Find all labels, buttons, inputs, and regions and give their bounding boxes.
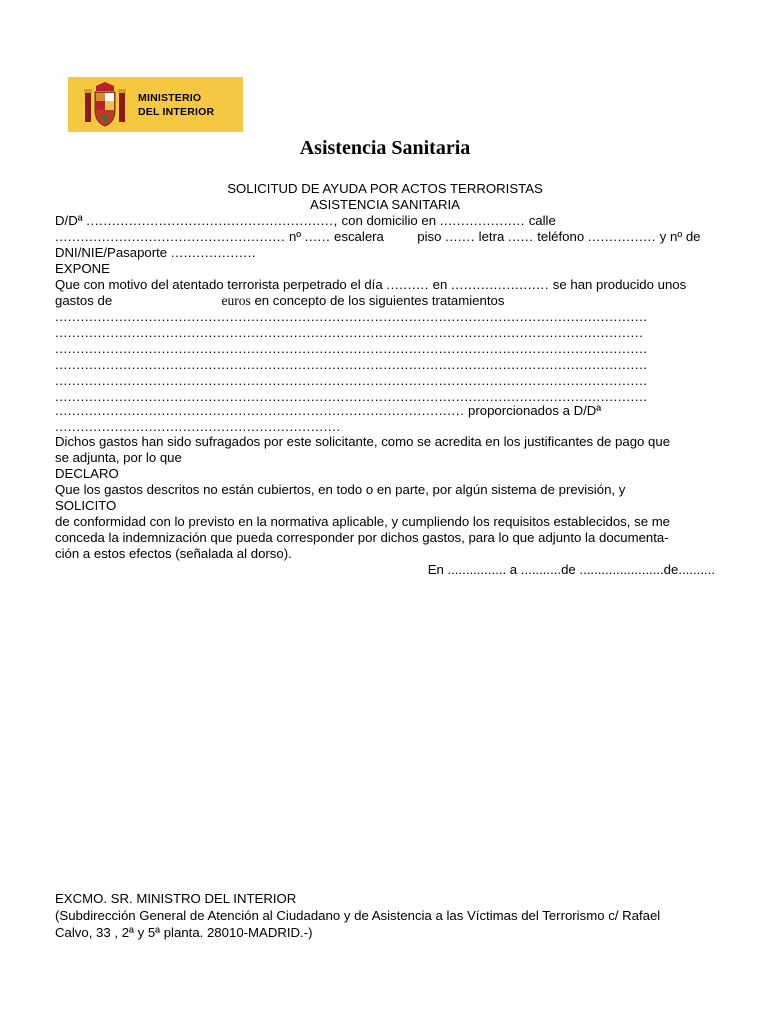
label-telefono: teléfono — [537, 229, 585, 244]
treatment-line-4[interactable]: ........................................................................................................................................... — [55, 357, 648, 372]
label-en: en — [432, 277, 448, 292]
treatment-line-5[interactable]: ........................................................................................................................................... — [55, 373, 648, 388]
heading-declaro: DECLARO — [55, 466, 119, 481]
request-text-2: conceda la indemnización que pueda corresponder por dichos gastos, para lo que adjunto la documenta- — [55, 530, 669, 545]
treatment-line-6[interactable]: ........................................................................................................................................... — [55, 389, 648, 404]
heading-expone: EXPONE — [55, 261, 110, 276]
treatment-line-3[interactable]: ........................................................................................................................................... — [55, 341, 648, 356]
treatment-line-2[interactable]: .......................................................................................................................................... — [55, 325, 644, 340]
footer-address-2: Calvo, 33 , 2ª y 5ª planta. 28010-MADRID.-) — [55, 925, 313, 940]
label-dd: D/Dª — [55, 213, 83, 228]
address-line — [55, 229, 701, 245]
calle-field[interactable]: ...................................................... — [55, 229, 286, 244]
telefono-field[interactable]: ................ — [587, 229, 657, 244]
paid-statement-2: se adjunta, por lo que — [55, 450, 182, 465]
footer-address-1: (Subdirección General de Atención al Ciudadano y de Asistencia a las Víctimas del Terrorismo c/ Rafael — [55, 908, 661, 923]
label-atentado: Que con motivo del atentado terrorista perpetrado el día — [55, 277, 383, 292]
numero-field[interactable]: ...... — [304, 229, 331, 244]
declaration-text: Que los gastos descritos no están cubiertos, en todo o en parte, por algún sistema de previsión, y — [55, 482, 626, 497]
document-title: Asistencia Sanitaria — [299, 137, 471, 159]
dni-line — [55, 245, 256, 261]
lugar-atentado-field[interactable]: ....................... — [451, 277, 550, 292]
subtitle-2: ASISTENCIA SANITARIA — [310, 197, 460, 212]
attack-line — [55, 277, 686, 293]
expenses-line — [55, 293, 504, 309]
logo-line-1: MINISTERIO — [138, 91, 202, 104]
dni-field[interactable]: .................... — [170, 245, 257, 260]
heading-solicito: SOLICITO — [55, 498, 117, 513]
label-tratamientos: en concepto de los siguientes tratamientos — [254, 293, 505, 308]
label-domicilio: con domicilio en — [341, 213, 437, 228]
coat-of-arms-icon — [82, 82, 128, 128]
label-calle: calle — [528, 213, 556, 228]
name-field[interactable]: .........................................................., — [86, 213, 338, 228]
label-escalera: escalera — [334, 229, 384, 244]
letra-field[interactable]: ...... — [507, 229, 534, 244]
label-gastos-producido: se han producido unos — [552, 277, 687, 292]
footer-recipient: EXCMO. SR. MINISTRO DEL INTERIOR — [55, 891, 297, 906]
label-numero: nº — [288, 229, 302, 244]
logo-line-2: DEL INTERIOR — [138, 105, 215, 118]
beneficiary-field[interactable]: ................................................................... — [55, 419, 341, 434]
label-letra: letra — [478, 229, 505, 244]
treatment-line-7[interactable]: ................................................................................................ — [55, 403, 465, 418]
provided-line — [55, 403, 601, 419]
ministry-logo — [68, 77, 243, 132]
request-text-3: ción a estos efectos (señalada al dorso). — [55, 546, 292, 561]
label-numero-de: y nº de — [659, 229, 701, 244]
footer — [55, 890, 660, 941]
request-text-1: de conformidad con lo previsto en la normativa aplicable, y cumpliendo los requisitos establecidos, se me — [55, 514, 671, 529]
subtitle-1: SOLICITUD DE AYUDA POR ACTOS TERRORISTAS — [227, 181, 543, 196]
label-gastos-de: gastos de — [55, 293, 113, 308]
piso-field[interactable]: ....... — [445, 229, 475, 244]
label-dni: DNI/NIE/Pasaporte — [55, 245, 168, 260]
label-euros: euros — [221, 293, 251, 308]
label-proporcionados: proporcionados a D/Dª — [468, 403, 602, 418]
domicilio-field[interactable]: .................... — [439, 213, 526, 228]
applicant-line — [55, 213, 556, 229]
date-place-line[interactable]: En ................ a ...........de .......................de.......... — [427, 562, 715, 577]
label-piso: piso — [417, 229, 442, 244]
paid-statement-1: Dichos gastos han sido sufragados por este solicitante, como se acredita en los justificantes de pago que — [55, 434, 671, 449]
fecha-atentado-field[interactable]: .......... — [386, 277, 429, 292]
treatment-line-1[interactable]: ........................................................................................................................................... — [55, 309, 648, 324]
